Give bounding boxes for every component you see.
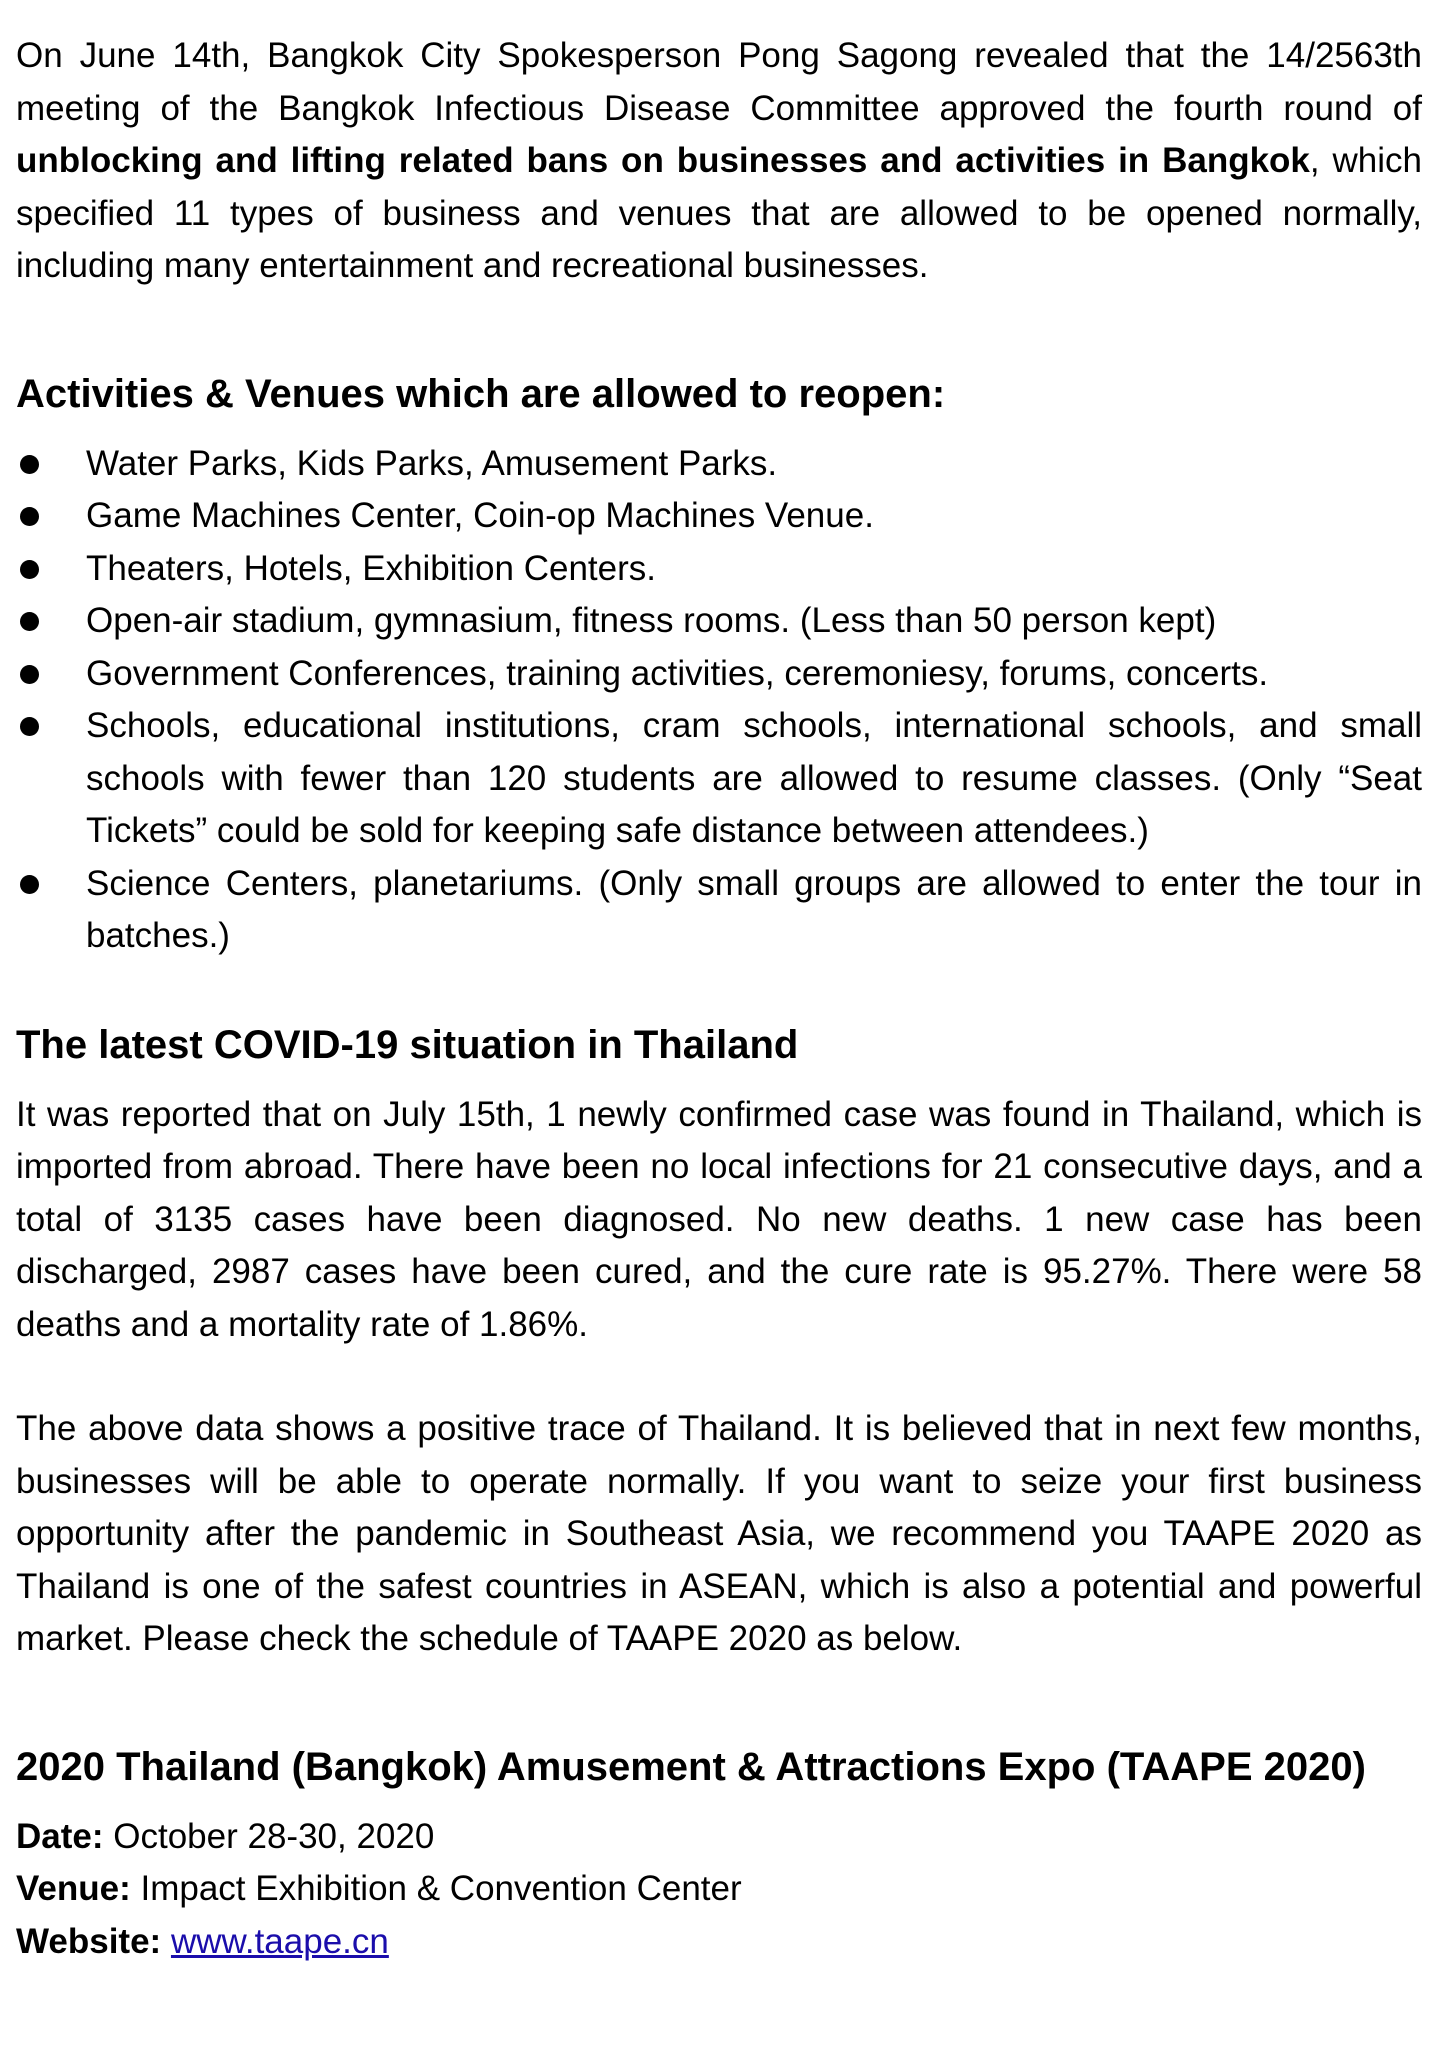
- covid-heading: The latest COVID-19 situation in Thailand: [16, 1022, 799, 1067]
- list-item-text: Game Machines Center, Coin-op Machines Venue.: [86, 496, 874, 535]
- activities-heading: Activities & Venues which are allowed to reopen:: [16, 371, 946, 416]
- event-venue-value: Impact Exhibition & Convention Center: [130, 1869, 742, 1908]
- list-item: [16, 648, 1422, 701]
- activities-list: [16, 438, 1422, 963]
- bullet-icon: [20, 507, 39, 526]
- event-date-value: October 28-30, 2020: [103, 1816, 435, 1856]
- bullet-icon: [20, 875, 39, 894]
- list-item: [16, 490, 1422, 543]
- bullet-icon: [20, 665, 39, 684]
- bullet-icon: [20, 612, 39, 631]
- list-item-text: Theaters, Hotels, Exhibition Centers.: [86, 548, 656, 588]
- event-website-line: [16, 1916, 1422, 1969]
- list-item-text: Schools, educational institutions, cram schools, international schools, and small schools with fewer than 120 students are allowed to resume classes. (Only “Seat Tickets” could be sold for keeping safe distance between attendees.): [86, 706, 1422, 850]
- event-website-label: Website:: [16, 1921, 162, 1961]
- intro-text-bold: unblocking and lifting related bans on businesses and activities in Bangkok: [16, 141, 1310, 180]
- event-date-line: [16, 1811, 1422, 1864]
- event-date-label: Date:: [16, 1816, 104, 1856]
- bullet-icon: [20, 560, 39, 579]
- event-heading: 2020 Thailand (Bangkok) Amusement & Attractions Expo (TAAPE 2020): [16, 1744, 1366, 1789]
- list-item: [16, 438, 1422, 491]
- list-item: [16, 595, 1422, 648]
- list-item: [16, 700, 1422, 858]
- intro-text-part2: , which specified 11 types of business and venues that are allowed to be opened normally, including many entertainment and recreational businesses.: [16, 141, 1423, 285]
- list-item: [16, 543, 1422, 596]
- list-item-text: Government Conferences, training activities, ceremoniesy, forums, concerts.: [86, 653, 1269, 693]
- list-item: [16, 858, 1422, 963]
- bullet-icon: [20, 717, 39, 736]
- intro-text-part1: On June 14th, Bangkok City Spokesperson Pong Sagong revealed that the 14/2563th meeting of the Bangkok Infectious Disease Committee approved the fourth round of: [16, 36, 1422, 128]
- event-venue-label: Venue:: [16, 1869, 131, 1908]
- list-item-text: Science Centers, planetariums. (Only small groups are allowed to enter the tour in batches.): [86, 863, 1422, 955]
- intro-paragraph: [16, 30, 1422, 293]
- list-item-text: Open-air stadium, gymnasium, fitness rooms. (Less than 50 person kept): [86, 601, 1217, 640]
- covid-paragraph-2: The above data shows a positive trace of Thailand. It is believed that in next few months, businesses will be able to operate normally. If you want to seize your first business opportunity after the pandemic in Southeast Asia, we recommend you TAAPE 2020 as Thailand is one of the safest countries in ASEAN, which is also a potential and powerful market. Please check the schedule of TAAPE 2020 as below.: [16, 1409, 1422, 1658]
- bullet-icon: [20, 455, 39, 474]
- event-venue-line: [16, 1863, 1422, 1916]
- covid-paragraph-1: It was reported that on July 15th, 1 newly confirmed case was found in Thailand, which is imported from abroad. There have been no local infections for 21 consecutive days, and a total of 3135 cases have been diagnosed. No new deaths. 1 new case has been discharged, 2987 cases have been cured, and the cure rate is 95.27%. There were 58 deaths and a mortality rate of 1.86%.: [16, 1094, 1422, 1344]
- event-website-link[interactable]: www.taape.cn: [170, 1921, 389, 1961]
- list-item-text: Water Parks, Kids Parks, Amusement Parks.: [86, 443, 778, 483]
